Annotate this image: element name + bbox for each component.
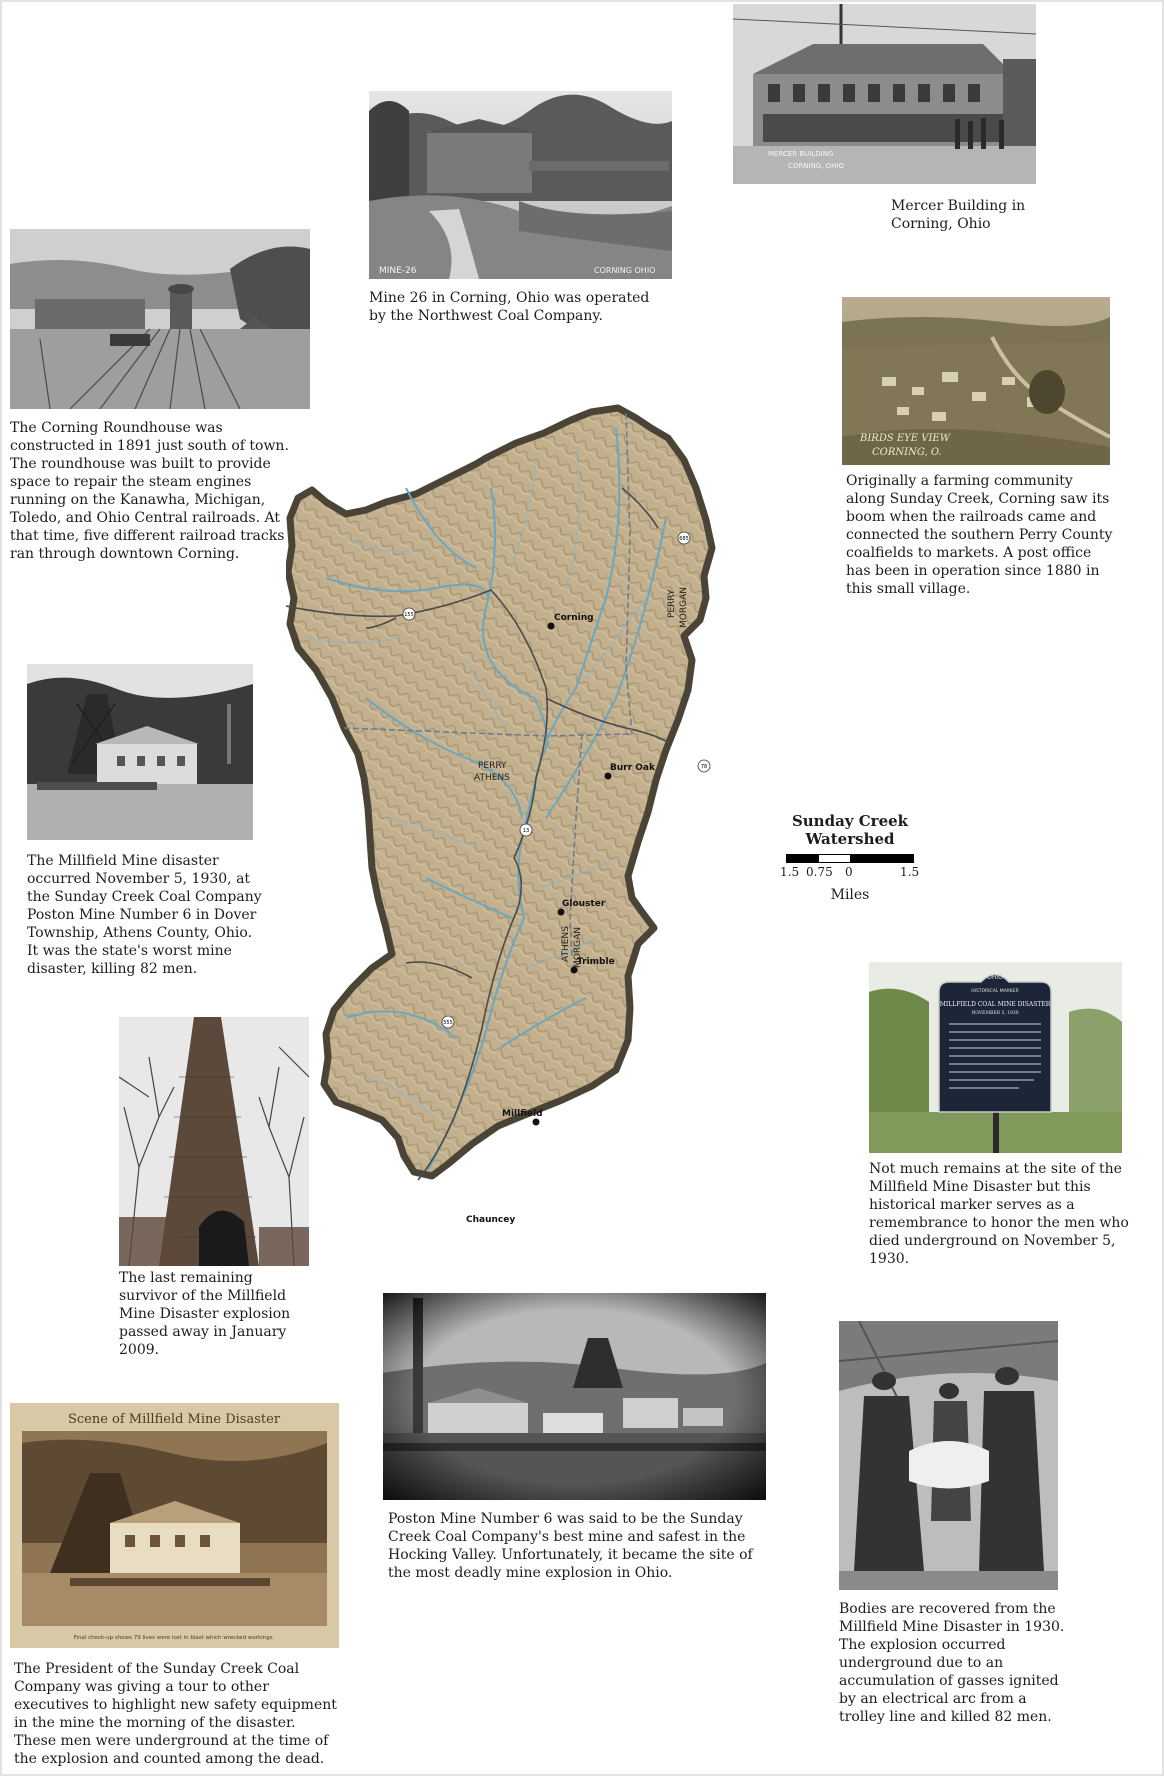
mine26-stamp-right: CORNING OHIO: [594, 266, 656, 275]
road-78-label: 78: [700, 764, 708, 770]
county-morgan-vertical-label: MORGAN: [679, 587, 689, 628]
marker-date-text: NOVEMBER 5, 1930: [971, 1011, 1019, 1016]
company-president-caption: The President of the Sunday Creek Coal Company was giving a tour to other executives to highlight new safety equipment in the mine the morning of the disaster. These men were underground at the time of the explosion and counted among the dead.: [14, 1661, 337, 1767]
scale-tick-3: 0: [845, 865, 853, 879]
county-perry-vertical-label: PERRY: [667, 589, 677, 618]
mine26-stamp-left: MINE-26: [379, 266, 417, 276]
legend-units: Miles: [830, 887, 870, 903]
mercer-stamp-line2: CORNING, OHIO: [788, 162, 845, 170]
town-burr-oak: Burr Oak: [610, 763, 655, 773]
marker-state-text: OHIO: [987, 974, 1003, 981]
birdseye-stamp-line2: CORNING, O.: [872, 447, 942, 458]
county-athens-label: ATHENS: [474, 773, 510, 783]
birdseye-stamp-line1: BIRDS EYE VIEW: [860, 433, 951, 444]
mine-26-photo: [369, 91, 672, 279]
roundhouse-photo: [10, 229, 310, 409]
poston-mine-caption: Poston Mine Number 6 was said to be the Sunday Creek Coal Company's best mine and safest in the Hocking Valley. Unfortunately, it became the site of the most deadly mine explosion in Ohio.: [388, 1511, 753, 1581]
birds-eye-view-photo: [842, 297, 1110, 465]
bodies-recovered-caption: Bodies are recovered from the Millfield Mine Disaster in 1930. The explosion occurred underground due to an accumulation of gasses ignited by an electrical arc from a trolley line and killed 82 men.: [839, 1601, 1065, 1725]
road-13-label: 13: [522, 828, 530, 834]
scale-tick-4: 1.5: [900, 865, 920, 879]
scale-tick-2: 0.75: [806, 865, 833, 879]
scale-tick-1: 1.5: [780, 865, 800, 879]
legend-title-line2: Watershed: [805, 830, 895, 848]
bodies-recovered-photo: [839, 1321, 1058, 1590]
town-trimble: Trimble: [577, 957, 615, 967]
town-corning: Corning: [554, 613, 594, 623]
town-chauncey: Chauncey: [466, 1215, 516, 1225]
clipping-headline: Scene of Millfield Mine Disaster: [67, 1412, 281, 1427]
last-survivor-caption: The last remaining survivor of the Millfield Mine Disaster explosion passed away in January 2009.: [119, 1270, 291, 1358]
sunday-creek-watershed-map: [286, 398, 826, 1258]
road-155-label: 155: [404, 612, 414, 618]
historical-marker-caption: Not much remains at the site of the Millfield Mine Disaster but this historical marker serves as a remembrance to honor the men who died underground on November 5, 1930.: [869, 1161, 1129, 1267]
roundhouse-caption: The Corning Roundhouse was constructed in 1891 just south of town. The roundhouse was built to provide space to repair the steam engines running on the Kanawha, Michigan, Toledo, and Ohio Central railroads. At that time, five different railroad tracks ran through downtown Corning.: [10, 420, 289, 562]
county-perry-label: PERRY: [478, 761, 507, 771]
legend-title-line1: Sunday Creek: [791, 812, 909, 830]
road-685-label: 685: [679, 536, 689, 542]
poston-mine-photo: [383, 1293, 766, 1500]
historical-marker-photo: [869, 962, 1122, 1153]
scale-bar: [786, 854, 914, 863]
marker-kind-text: HISTORICAL MARKER: [971, 989, 1019, 994]
newspaper-clipping-photo: [10, 1403, 339, 1648]
millfield-mine-photo: [27, 664, 253, 840]
map-legend: [780, 812, 920, 903]
farming-community-caption: Originally a farming community along Sunday Creek, Corning saw its boom when the railroads came and connected the southern Perry County coalfields to markets. A post office has been in operation since 1880 in this small village.: [846, 473, 1113, 597]
mine-26-caption: Mine 26 in Corning, Ohio was operated by the Northwest Coal Company.: [369, 290, 650, 324]
road-555-label: 555: [443, 1020, 453, 1026]
county-athens-vertical-label: ATHENS: [561, 926, 571, 962]
scale-ticks: [780, 865, 920, 883]
chimney-ruin-photo: [119, 1017, 309, 1266]
clipping-caption-text: Final check-up shows 79 lives were lost in blast which wrecked workings.: [73, 1635, 275, 1641]
mercer-stamp-line1: MERCER BUILDING: [768, 150, 834, 158]
millfield-disaster-caption: The Millfield Mine disaster occurred November 5, 1930, at the Sunday Creek Coal Company Poston Mine Number 6 in Dover Township, Athens County, Ohio. It was the state's worst mine disaster, killing 82 men.: [27, 853, 262, 977]
watershed-boundary: [288, 408, 712, 1176]
marker-title-text: MILLFIELD COAL MINE DISASTER: [939, 1001, 1051, 1008]
county-morgan-lower-label: MORGAN: [573, 927, 583, 968]
town-millfield: Millfield: [502, 1109, 543, 1119]
town-glouster: Glouster: [562, 899, 606, 909]
mercer-building-caption: Mercer Building in Corning, Ohio: [891, 198, 1026, 232]
mercer-building-photo: [733, 4, 1036, 184]
